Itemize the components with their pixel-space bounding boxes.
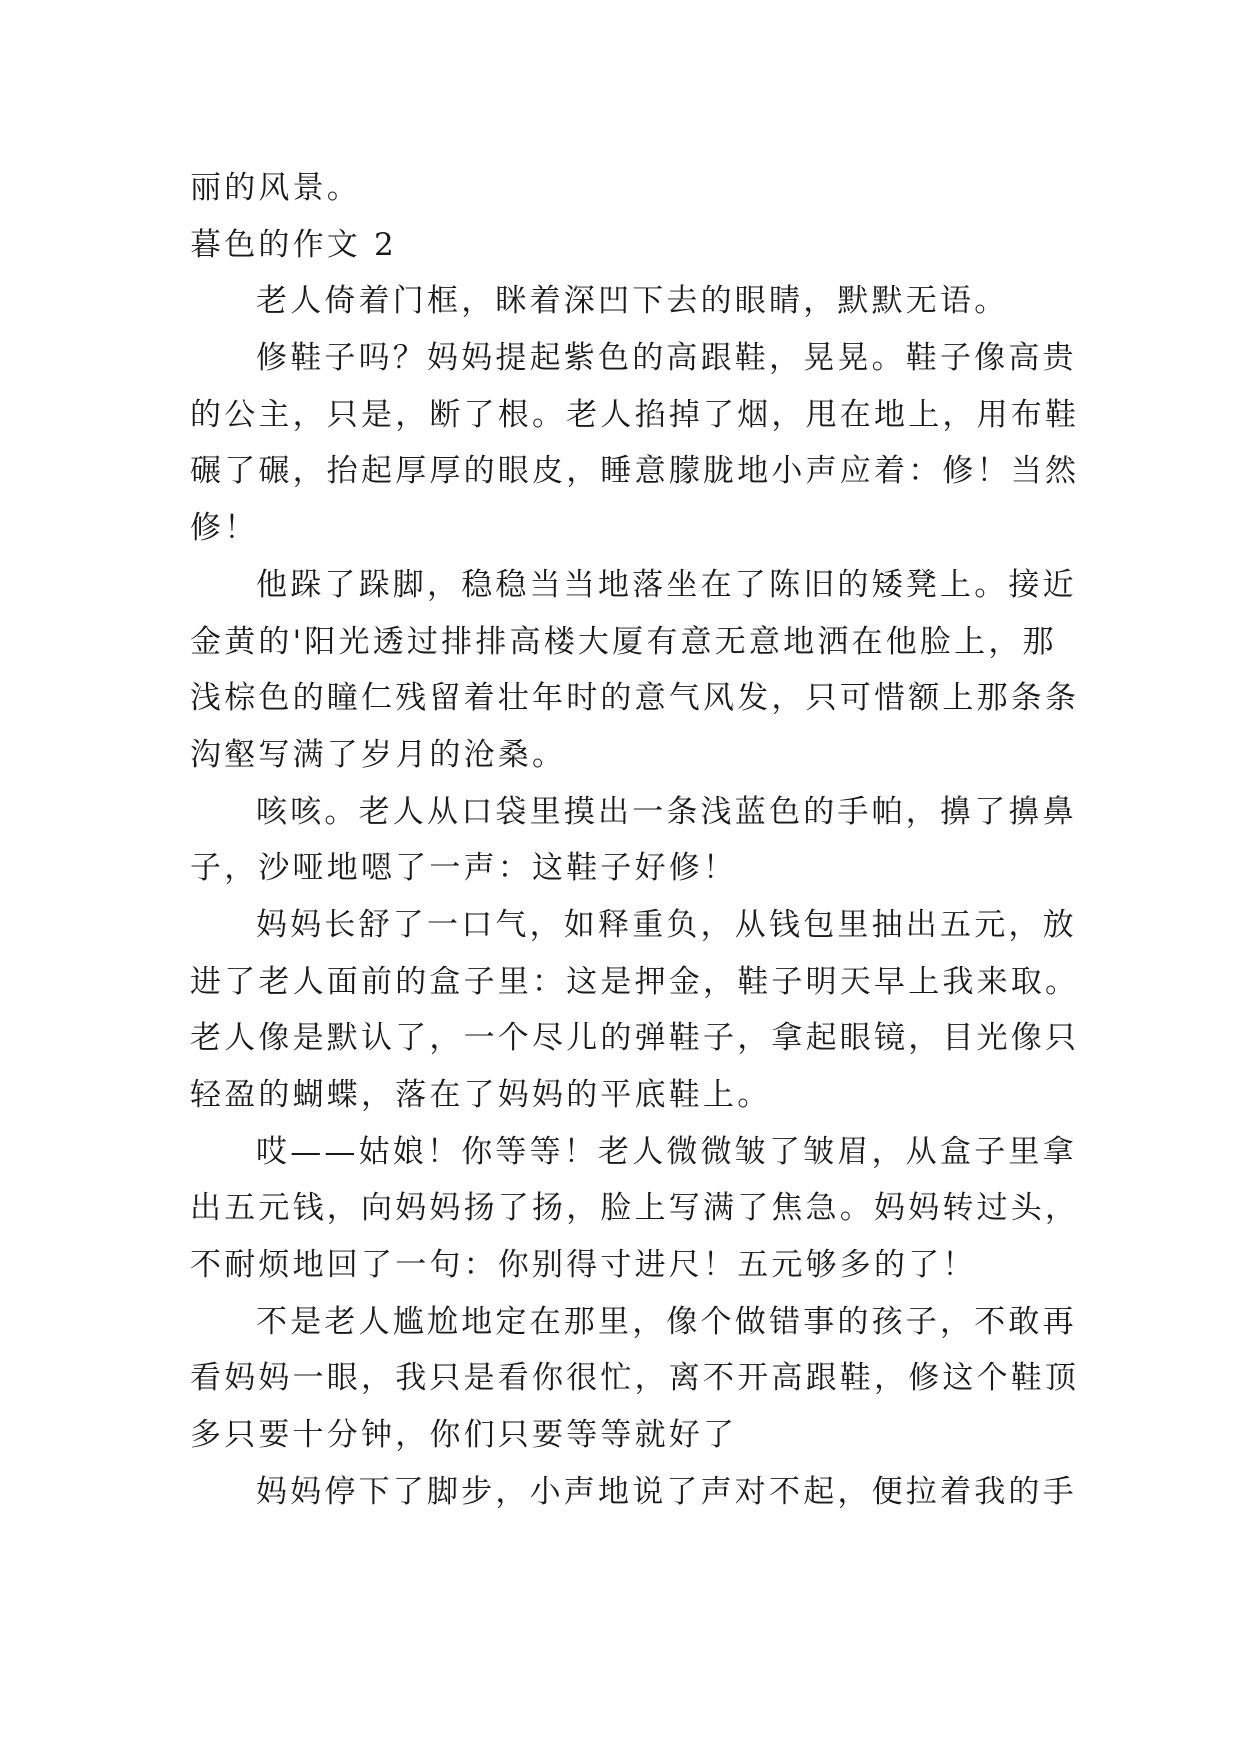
paragraph-line: 看妈妈一眼，我只是看你很忙，离不开高跟鞋，修这个鞋顶 (190, 1360, 1080, 1397)
document-body (190, 160, 1080, 1521)
paragraph-line: 不耐烦地回了一句：你别得寸进尺！五元够多的了！ (190, 1247, 977, 1284)
paragraph-line: 修鞋子吗？妈妈提起紫色的高跟鞋，晃晃。鞋子像高贵 (256, 340, 1077, 377)
paragraph-line: 不是老人尴尬地定在那里，像个做错事的孩子，不敢再 (256, 1303, 1077, 1340)
paragraph-line: 多只要十分钟，你们只要等等就好了 (190, 1417, 738, 1454)
essay-title: 暮色的作文 2 (190, 226, 397, 263)
paragraph-line: 老人像是默认了，一个尽儿的弹鞋子，拿起眼镜，目光像只 (190, 1020, 1080, 1057)
paragraph-line: 哎——姑娘！你等等！老人微微皱了皱眉，从盒子里拿 (256, 1133, 1077, 1170)
paragraph-line: 他跺了跺脚，稳稳当当地落坐在了陈旧的矮凳上。接近 (256, 566, 1077, 603)
paragraph-line: 进了老人面前的盒子里：这是押金，鞋子明天早上我来取。 (190, 963, 1080, 1000)
paragraph-line: 出五元钱，向妈妈扬了扬，脸上写满了焦急。妈妈转过头， (190, 1190, 1080, 1227)
text-line: 丽的风景。 (190, 170, 361, 206)
paragraph-line: 碾了碾，抬起厚厚的眼皮，睡意朦胧地小声应着：修！当然 (190, 453, 1080, 490)
paragraph-line: 修！ (190, 510, 259, 547)
paragraph-line: 妈妈长舒了一口气，如释重负，从钱包里抽出五元，放 (256, 906, 1077, 943)
paragraph-line: 浅棕色的瞳仁残留着壮年时的意气风发，只可惜额上那条条 (190, 680, 1080, 717)
paragraph-line: 妈妈停下了脚步，小声地说了声对不起，便拉着我的手 (256, 1473, 1077, 1510)
paragraph-line: 的公主，只是，断了根。老人掐掉了烟，甩在地上，用布鞋 (190, 396, 1080, 433)
paragraph-line: 沟壑写满了岁月的沧桑。 (190, 736, 567, 773)
paragraph-line: 轻盈的蝴蝶，落在了妈妈的平底鞋上。 (190, 1077, 772, 1113)
paragraph-line: 金黄的'阳光透过排排高楼大厦有意无意地洒在他脸上，那 (190, 623, 1057, 660)
paragraph-line: 老人倚着门框，眯着深凹下去的眼睛，默默无语。 (256, 283, 1009, 320)
paragraph-line: 子，沙哑地嗯了一声：这鞋子好修！ (190, 850, 738, 887)
paragraph-line: 咳咳。老人从口袋里摸出一条浅蓝色的手帕，擤了擤鼻 (256, 793, 1077, 830)
